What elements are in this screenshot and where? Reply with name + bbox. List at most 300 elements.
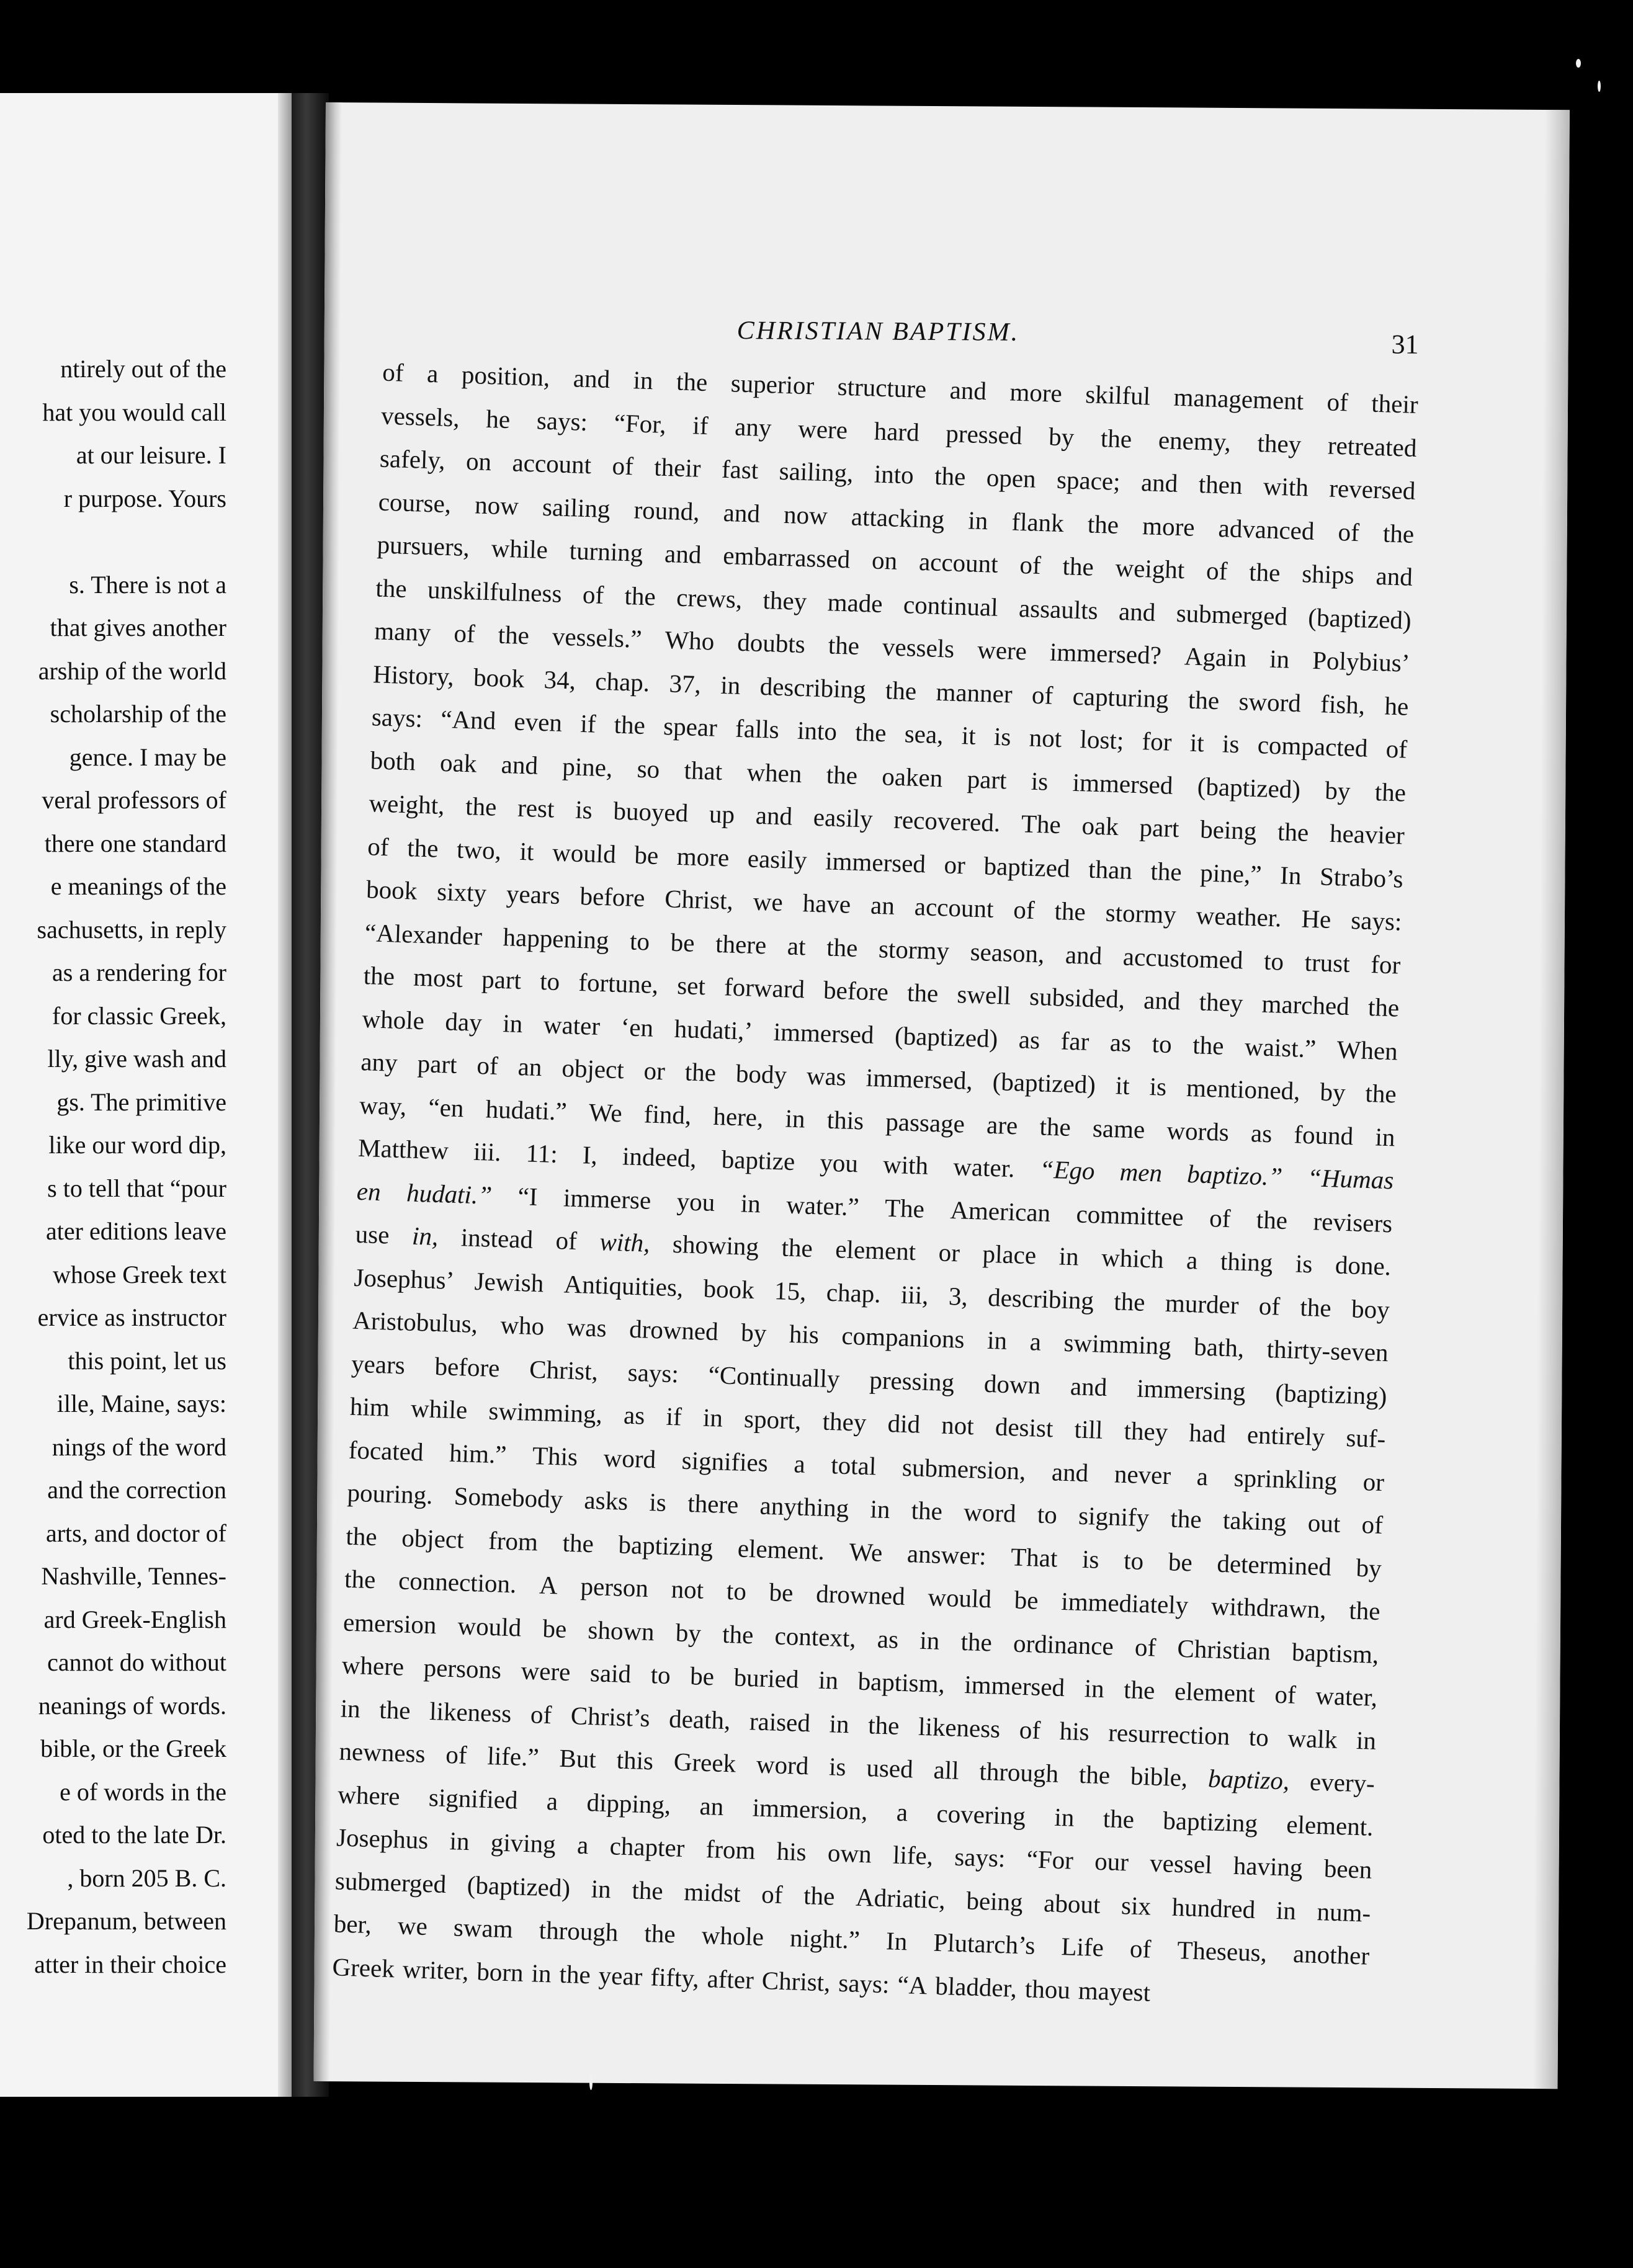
left-page-line: there one standard bbox=[44, 829, 226, 857]
body-word: they bbox=[822, 1406, 867, 1437]
body-word: which bbox=[1101, 1243, 1165, 1274]
body-word: ships bbox=[1301, 559, 1355, 589]
left-page-fragment bbox=[0, 93, 292, 2097]
body-word: of bbox=[582, 579, 604, 609]
body-word: In bbox=[885, 1926, 908, 1956]
body-word: same bbox=[1092, 1113, 1145, 1144]
body-word: born bbox=[476, 1957, 524, 1987]
body-word: is bbox=[1222, 729, 1240, 759]
body-word: waist.” bbox=[1244, 1032, 1317, 1063]
body-word: any bbox=[734, 411, 772, 442]
body-word: the bbox=[828, 630, 860, 660]
body-word: Greek bbox=[331, 1952, 395, 1983]
body-word: and bbox=[1143, 985, 1181, 1016]
body-word: as bbox=[623, 1400, 646, 1430]
body-word: says: bbox=[536, 405, 588, 436]
body-word: committee bbox=[1075, 1199, 1184, 1231]
body-word: when bbox=[746, 757, 803, 788]
body-word: or bbox=[938, 1238, 960, 1267]
body-word: History, bbox=[372, 659, 455, 690]
body-text bbox=[332, 351, 1419, 2021]
body-word: and bbox=[755, 800, 793, 831]
body-word: be bbox=[542, 1614, 567, 1643]
body-word: their bbox=[653, 452, 702, 483]
body-word: were bbox=[521, 1656, 571, 1687]
body-word: Christ’s bbox=[570, 1700, 651, 1732]
body-word: body bbox=[735, 1059, 787, 1089]
body-word: turning bbox=[569, 536, 643, 567]
body-word: far bbox=[1060, 1025, 1090, 1056]
body-word: a bbox=[1186, 1245, 1199, 1275]
body-word: writer, bbox=[402, 1954, 470, 1985]
body-word: likeness bbox=[918, 1712, 1001, 1743]
body-word: in bbox=[1269, 644, 1290, 674]
page-header bbox=[324, 313, 1568, 358]
body-word: buried bbox=[733, 1663, 800, 1694]
body-word: they bbox=[762, 585, 807, 615]
body-word: a bbox=[576, 1830, 589, 1860]
body-word: the bbox=[906, 978, 939, 1008]
left-page-line: ille, Maine, says: bbox=[56, 1390, 226, 1418]
body-word: the bbox=[1054, 896, 1086, 926]
body-word: immersed bbox=[825, 846, 926, 878]
body-word: attacking bbox=[851, 501, 945, 534]
body-word: for bbox=[1370, 949, 1401, 980]
body-word: emersion bbox=[342, 1607, 437, 1639]
body-word: the bbox=[1248, 557, 1281, 587]
body-word: and bbox=[723, 498, 761, 528]
body-word: superior bbox=[730, 368, 815, 400]
body-word: in bbox=[633, 365, 654, 395]
body-word: sailing, bbox=[779, 456, 854, 488]
left-page-text bbox=[0, 347, 226, 1986]
body-word: the bbox=[1087, 509, 1119, 539]
body-word: vessels.” bbox=[552, 622, 643, 653]
body-word: the bbox=[1078, 1759, 1111, 1790]
body-word: giving bbox=[490, 1828, 557, 1859]
body-word: his bbox=[776, 1836, 807, 1867]
body-word: or bbox=[944, 849, 966, 879]
body-word: drowned bbox=[815, 1579, 906, 1610]
body-word: of bbox=[1206, 556, 1228, 586]
body-word: where bbox=[337, 1779, 401, 1811]
left-page-line: ervice as instructor bbox=[37, 1303, 226, 1331]
body-word: in bbox=[591, 1873, 612, 1903]
body-word: The bbox=[884, 1193, 925, 1223]
body-word: as bbox=[1250, 1118, 1273, 1148]
body-word: the bbox=[911, 1496, 943, 1525]
body-word: before bbox=[434, 1351, 501, 1382]
body-word: out bbox=[1307, 1508, 1341, 1538]
body-word: both bbox=[370, 745, 416, 776]
body-word: I, bbox=[582, 1140, 598, 1170]
body-word: flank bbox=[1011, 507, 1065, 537]
body-word: a bbox=[426, 359, 439, 388]
left-page-line: , born 205 B. C. bbox=[67, 1864, 226, 1892]
right-page-outer-edge bbox=[1532, 110, 1569, 2089]
body-word: Jewish bbox=[474, 1266, 545, 1297]
body-word: more bbox=[1009, 377, 1063, 408]
body-word: were bbox=[797, 414, 848, 444]
left-page-line: Nashville, Tennes- bbox=[41, 1562, 226, 1590]
body-word: account bbox=[511, 448, 592, 480]
body-word: from bbox=[488, 1525, 539, 1556]
body-word: chapter bbox=[609, 1831, 686, 1863]
body-word: of bbox=[1326, 387, 1349, 417]
body-word: not bbox=[1029, 723, 1062, 753]
body-word: our bbox=[1094, 1846, 1129, 1877]
body-word: of bbox=[1019, 550, 1042, 580]
left-page-line: scholarship of the bbox=[50, 700, 226, 728]
body-word: the bbox=[558, 1959, 591, 1989]
body-word: likeness bbox=[429, 1696, 512, 1728]
body-word: sport, bbox=[743, 1404, 802, 1435]
body-word: the bbox=[722, 1619, 754, 1649]
body-word: part bbox=[1139, 813, 1180, 843]
body-word: swell bbox=[956, 980, 1011, 1010]
body-word: the bbox=[1188, 685, 1220, 715]
body-word: Theseus, bbox=[1176, 1935, 1268, 1967]
body-word: describing bbox=[987, 1282, 1094, 1315]
body-word: recovered. bbox=[893, 805, 1001, 837]
body-word: and bbox=[501, 749, 539, 780]
body-word: many bbox=[374, 616, 432, 647]
body-word: hudati.” bbox=[406, 1177, 493, 1210]
body-word: baptize bbox=[721, 1145, 795, 1176]
body-word: it bbox=[519, 836, 535, 866]
body-word: are bbox=[986, 1110, 1019, 1140]
body-word: “Alexander bbox=[364, 917, 483, 950]
body-word: vessel bbox=[1149, 1848, 1213, 1879]
body-word: and bbox=[1118, 596, 1157, 627]
body-word: it bbox=[1115, 1071, 1130, 1100]
body-word: pressed bbox=[945, 418, 1023, 450]
body-word: more bbox=[676, 841, 730, 872]
body-word: taking bbox=[1222, 1506, 1287, 1537]
running-title: CHRISTIAN BAPTISM. bbox=[736, 316, 1020, 347]
body-word: even bbox=[513, 707, 563, 737]
body-word: in bbox=[1054, 1802, 1075, 1832]
left-page-line: lly, give wash and bbox=[47, 1045, 226, 1073]
body-word: up bbox=[709, 799, 735, 829]
body-word: lost; bbox=[1079, 725, 1125, 755]
body-word: through bbox=[539, 1915, 619, 1947]
body-word: him.” bbox=[449, 1438, 508, 1469]
body-word: of bbox=[445, 1739, 468, 1769]
left-page-line: ntirely out of the bbox=[60, 355, 226, 383]
body-word: heavier bbox=[1329, 818, 1405, 850]
body-word: we bbox=[753, 886, 784, 917]
body-word: baptizing bbox=[1162, 1805, 1258, 1837]
body-word: and bbox=[573, 364, 611, 394]
body-word: A bbox=[539, 1570, 558, 1600]
body-word: chap. bbox=[594, 666, 650, 697]
body-word: “For bbox=[1026, 1844, 1074, 1875]
body-word: a bbox=[546, 1786, 558, 1816]
body-word: of bbox=[382, 357, 405, 387]
body-word: marched bbox=[1261, 989, 1350, 1020]
dust-speck bbox=[1576, 59, 1581, 68]
body-word: iii. bbox=[473, 1136, 502, 1167]
body-word: 15, bbox=[774, 1275, 807, 1306]
body-word: stormy bbox=[878, 934, 950, 965]
body-word: advanced bbox=[1218, 513, 1315, 545]
body-word: the bbox=[1374, 777, 1407, 807]
body-word: of bbox=[530, 1699, 552, 1729]
body-word: the bbox=[1113, 1286, 1146, 1316]
body-word: forward bbox=[723, 972, 805, 1004]
body-word: buoyed bbox=[612, 796, 689, 828]
body-word: it bbox=[1189, 728, 1205, 757]
body-word: Again bbox=[1184, 641, 1247, 672]
body-word: Christ, bbox=[761, 1965, 831, 1997]
body-word: immersed bbox=[1072, 767, 1174, 800]
body-word: in bbox=[987, 1325, 1008, 1355]
body-word: the bbox=[562, 1528, 594, 1558]
body-word: (baptized) bbox=[894, 1020, 998, 1053]
left-page-line: oted to the late Dr. bbox=[42, 1821, 226, 1849]
left-page-blank-line bbox=[0, 520, 226, 563]
body-word: capturing bbox=[1072, 681, 1170, 713]
body-word: element bbox=[834, 1234, 916, 1266]
body-word: desist bbox=[995, 1412, 1054, 1443]
left-page-line: this point, let us bbox=[68, 1346, 226, 1375]
body-word: fast bbox=[721, 454, 759, 484]
body-word: been bbox=[1323, 1854, 1372, 1884]
body-word: “Continually bbox=[708, 1360, 841, 1393]
body-word: would bbox=[927, 1583, 992, 1614]
body-word: on bbox=[465, 446, 492, 476]
body-word: the bbox=[345, 1521, 378, 1551]
body-word: asks bbox=[583, 1485, 629, 1516]
left-page-line: e of words in the bbox=[60, 1777, 226, 1806]
dust-speck bbox=[589, 2075, 593, 2090]
body-word: through bbox=[978, 1756, 1059, 1788]
body-word: (baptized) bbox=[1197, 771, 1301, 803]
body-word: his bbox=[1059, 1716, 1090, 1746]
body-word: by bbox=[1324, 775, 1351, 805]
body-word: would bbox=[457, 1610, 522, 1642]
body-word: then bbox=[1198, 469, 1243, 500]
body-word: the bbox=[643, 1919, 676, 1949]
body-word: set bbox=[676, 970, 706, 1001]
body-word: two, bbox=[456, 834, 502, 865]
body-word: space; bbox=[1056, 465, 1121, 496]
body-word: another bbox=[1292, 1939, 1370, 1970]
body-word: immersed, bbox=[866, 1063, 973, 1095]
body-word: made bbox=[827, 587, 884, 618]
body-word: water, bbox=[1315, 1681, 1378, 1712]
body-word: men bbox=[1119, 1157, 1163, 1187]
body-word: a bbox=[1196, 1462, 1209, 1491]
body-word: element. bbox=[1286, 1809, 1374, 1841]
body-word: in bbox=[1084, 1674, 1105, 1703]
body-word: of bbox=[1274, 1679, 1297, 1709]
body-word: to bbox=[650, 1660, 671, 1690]
body-word: baptism, bbox=[1291, 1637, 1379, 1669]
body-word: is bbox=[1031, 766, 1049, 796]
body-word: Polybius’ bbox=[1312, 645, 1411, 677]
body-word: in bbox=[818, 1665, 839, 1695]
body-word: But bbox=[558, 1743, 597, 1774]
body-word: than bbox=[1088, 854, 1133, 885]
body-word: shown bbox=[587, 1615, 655, 1646]
body-word: hard bbox=[874, 416, 920, 447]
body-word: here, bbox=[712, 1101, 764, 1132]
body-word: immersed bbox=[773, 1017, 875, 1049]
body-word: rest bbox=[517, 793, 555, 823]
body-word: of bbox=[367, 831, 390, 861]
body-word: bath, bbox=[1193, 1332, 1245, 1362]
body-word: before bbox=[579, 881, 646, 913]
body-word: the bbox=[363, 961, 395, 991]
body-word: to bbox=[539, 967, 560, 996]
body-word: the bbox=[826, 932, 859, 962]
body-word: into bbox=[874, 459, 915, 489]
left-page-line: and the correction bbox=[47, 1476, 226, 1504]
body-word: fortune, bbox=[578, 967, 659, 999]
left-page-line: neanings of words. bbox=[38, 1691, 226, 1720]
body-word: the bbox=[498, 620, 530, 650]
body-word: while bbox=[410, 1393, 468, 1424]
body-word: as bbox=[1109, 1027, 1132, 1057]
body-word: easily bbox=[747, 843, 808, 874]
left-page-line: s to tell that “pour bbox=[47, 1174, 226, 1202]
body-word: season, bbox=[970, 937, 1045, 968]
body-word: (baptized) bbox=[1307, 602, 1412, 635]
body-word: This bbox=[532, 1440, 578, 1471]
body-word: by bbox=[1319, 1077, 1346, 1107]
body-word: be bbox=[769, 1578, 794, 1607]
body-word: to bbox=[1123, 1545, 1144, 1575]
body-word: an bbox=[870, 890, 895, 920]
body-word: That bbox=[1010, 1542, 1058, 1573]
body-word: of bbox=[611, 451, 634, 481]
body-word: dipping, bbox=[586, 1787, 671, 1819]
body-word: (baptizing) bbox=[1274, 1378, 1388, 1410]
body-word: to bbox=[1037, 1499, 1058, 1529]
body-word: have bbox=[802, 888, 851, 919]
body-word: him bbox=[349, 1391, 390, 1422]
body-word: by bbox=[675, 1617, 702, 1648]
dust-speck bbox=[1598, 81, 1601, 92]
body-word: the bbox=[1364, 1078, 1397, 1109]
body-word: they bbox=[1199, 987, 1244, 1017]
body-word: element. bbox=[737, 1533, 825, 1565]
body-word: thou bbox=[1024, 1973, 1071, 2004]
body-word: the bbox=[1103, 1803, 1135, 1834]
body-word: most bbox=[413, 962, 463, 993]
body-word: boy bbox=[1351, 1293, 1390, 1324]
body-word: companions bbox=[841, 1321, 965, 1354]
body-word: at bbox=[787, 931, 807, 960]
body-word: life, bbox=[892, 1840, 934, 1870]
body-word: of bbox=[453, 618, 476, 648]
body-word: it bbox=[961, 721, 977, 750]
body-word: an bbox=[517, 1051, 543, 1082]
body-word: ber, bbox=[333, 1909, 372, 1939]
body-word: Christ, bbox=[664, 884, 734, 915]
body-word: 34, bbox=[544, 664, 576, 695]
body-word: crews, bbox=[676, 583, 743, 614]
body-word: found bbox=[1293, 1119, 1354, 1150]
body-word: had bbox=[1188, 1418, 1227, 1449]
body-word: and bbox=[1375, 561, 1413, 591]
body-word: indeed, bbox=[622, 1141, 697, 1173]
body-word: they bbox=[1123, 1416, 1168, 1447]
body-word: “A bbox=[897, 1970, 928, 1999]
body-word: of bbox=[1209, 1203, 1232, 1233]
body-word: The bbox=[1021, 809, 1062, 839]
body-word: account bbox=[914, 891, 995, 923]
body-word: account bbox=[918, 547, 999, 578]
left-page-line: nings of the word bbox=[51, 1432, 226, 1461]
body-word: with bbox=[882, 1150, 929, 1180]
body-word: Josephus bbox=[336, 1823, 429, 1855]
body-word: We bbox=[588, 1097, 623, 1127]
body-word: Josephus’ bbox=[353, 1262, 455, 1295]
body-word: hudati,’ bbox=[674, 1014, 753, 1045]
body-word: happening bbox=[503, 922, 610, 954]
body-word: all bbox=[933, 1755, 960, 1785]
body-word: baptizing bbox=[617, 1529, 714, 1561]
body-word: words bbox=[1166, 1115, 1230, 1146]
body-word: passage bbox=[885, 1107, 965, 1138]
left-page-line: bible, or the Greek bbox=[40, 1734, 226, 1762]
body-word: was bbox=[806, 1061, 847, 1091]
body-word: reversed bbox=[1328, 473, 1416, 505]
body-word: the bbox=[1150, 856, 1183, 886]
body-word: withdrawn, bbox=[1210, 1591, 1327, 1624]
body-word: death, bbox=[668, 1703, 731, 1734]
body-word: find, bbox=[643, 1099, 692, 1130]
body-word: be bbox=[1014, 1585, 1039, 1615]
body-word: baptizo.” bbox=[1186, 1159, 1283, 1191]
body-word: part bbox=[417, 1048, 458, 1079]
body-word: every- bbox=[1309, 1767, 1376, 1798]
body-word: in bbox=[1058, 1241, 1080, 1271]
left-page-line: at our leisure. I bbox=[76, 441, 226, 469]
body-word: part bbox=[967, 764, 1008, 794]
body-word: the bbox=[1299, 1292, 1332, 1322]
body-word: fish, bbox=[1320, 689, 1366, 720]
body-word: the bbox=[1348, 1596, 1381, 1626]
body-word: not bbox=[941, 1410, 975, 1440]
left-page-line: whose Greek text bbox=[53, 1260, 226, 1288]
body-word: anything bbox=[759, 1491, 849, 1523]
body-word: round, bbox=[633, 494, 700, 526]
body-word: would bbox=[552, 837, 617, 868]
left-page-line: gs. The primitive bbox=[56, 1087, 226, 1116]
body-word: a bbox=[1029, 1327, 1042, 1356]
body-word: the bbox=[465, 792, 498, 821]
body-word: of bbox=[1385, 734, 1408, 764]
body-word: “And bbox=[440, 704, 496, 735]
left-page-line: ard Greek-English bbox=[43, 1605, 226, 1633]
body-word: element bbox=[1174, 1676, 1256, 1708]
body-word: easily bbox=[813, 802, 874, 833]
body-word: revisers bbox=[1312, 1206, 1393, 1238]
body-word: is bbox=[575, 795, 593, 824]
body-word: pine, bbox=[561, 751, 614, 782]
body-word: whole bbox=[701, 1920, 764, 1952]
body-word: sword bbox=[1238, 686, 1302, 717]
body-word: now bbox=[474, 489, 519, 520]
body-word: showing bbox=[672, 1229, 759, 1261]
body-word: newness bbox=[338, 1736, 426, 1768]
body-word: his bbox=[789, 1319, 820, 1349]
body-word: to bbox=[629, 926, 650, 956]
